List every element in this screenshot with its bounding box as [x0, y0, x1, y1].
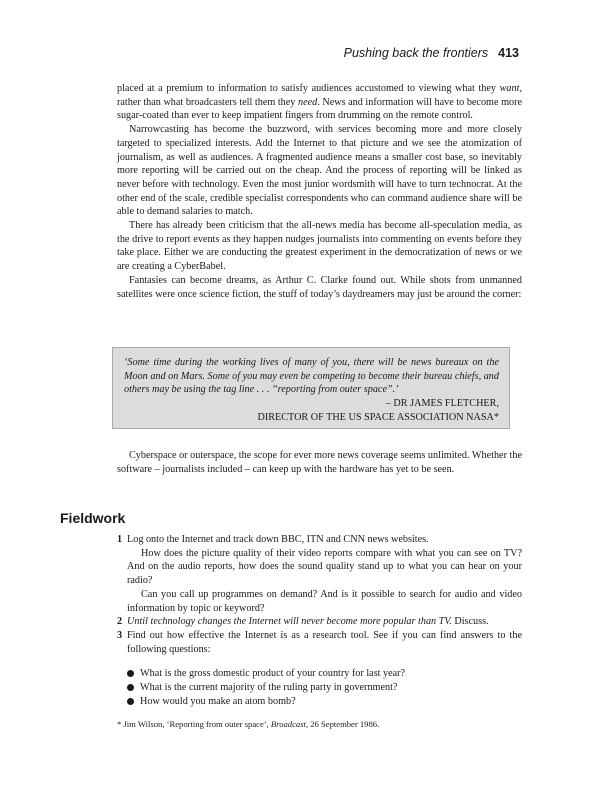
- question-bullets: [117, 667, 522, 708]
- body-text-after-quote: [117, 449, 522, 476]
- fieldwork-item-3: [117, 629, 522, 656]
- paragraph-2: Narrowcasting has become the buzzword, with services becoming more and more closely targeted to specialized interests. Add the Internet to that picture and we see the atomization of journalism, as well as audiences. A fragmented audience means a smaller cost base, so inevitably more reporting will be carried out on the cheap. And the process of reporting will be linked as never before with technology. Even the most junior wordsmith will have to turn technocrat. At the other end of the scale, credible specialist correspondents who can command audience share will be able to demand salaries to match.: [117, 124, 522, 218]
- bullet-icon: [127, 684, 134, 691]
- running-title: Pushing back the frontiers: [343, 46, 489, 60]
- quote-text: ‘Some time during the working lives of many of you, there will be news bureaux on the Moon and on Mars. Some of you may even be competing to become their bureau chiefs, and others may be using the tag line . . . “reporting from outer space”.’: [124, 357, 499, 396]
- fieldwork-item-1: [117, 533, 522, 615]
- fieldwork-item-2: [117, 615, 522, 629]
- body-text: [117, 82, 522, 301]
- running-header: [344, 46, 519, 60]
- item-text: Log onto the Internet and track down BBC, ITN and CNN news websites.: [127, 534, 429, 545]
- item-subparagraph: Can you call up programmes on demand? And is it possible to search for audio and video information by topic or keyword?: [127, 588, 522, 614]
- item-number: 3: [117, 629, 123, 641]
- bullet-icon: [127, 698, 134, 705]
- list-item: What is the gross domestic product of your country for last year?: [127, 667, 522, 681]
- quote-attribution-title: DIRECTOR OF THE US SPACE ASSOCIATION NASA*: [257, 411, 499, 423]
- quote-box: [112, 347, 510, 429]
- bullet-icon: [127, 670, 134, 677]
- fieldwork-list: [117, 533, 522, 708]
- item-text: Find out how effective the Internet is as a research tool. See if you can find answers to the following questions:: [127, 629, 522, 655]
- item-text: Until technology changes the Internet will never become more popular than TV. Discuss.: [127, 616, 489, 628]
- page-number: 413: [498, 46, 519, 60]
- quote-attribution-name: – DR JAMES FLETCHER,: [385, 398, 499, 410]
- item-number: 2: [117, 616, 123, 628]
- paragraph-3: There has already been criticism that the all-news media has become all-speculation media, as the drive to report events as they happen nudges journalists into commenting on events before they take place. Either we are conducting the greatest experiment in the democratization of news or we are creating a CyberBabel.: [117, 220, 522, 273]
- item-number: 1: [117, 534, 123, 545]
- list-item: How would you make an atom bomb?: [127, 695, 522, 709]
- paragraph-1: placed at a premium to information to satisfy audiences accustomed to viewing what they want, rather than what broadcasters tell them they need. News and information will have to become more sugar-coated than ever to keep impatient fingers from drumming on the remote control.: [117, 83, 523, 122]
- list-item: What is the current majority of the ruling party in government?: [127, 681, 522, 695]
- paragraph-5: Cyberspace or outerspace, the scope for ever more news coverage seems unlimited. Whether the software – journalists included – can keep up with the hardware has yet to be seen.: [117, 450, 522, 475]
- fieldwork-heading: Fieldwork: [60, 510, 126, 526]
- item-subparagraph: How does the picture quality of their video reports compare with what you can see on TV? And on the audio reports, how does the sound quality stand up to what you can hear on your radio?: [127, 547, 522, 587]
- paragraph-4: Fantasies can become dreams, as Arthur C. Clarke found out. While shots from unmanned satellites were once science fiction, the stuff of today’s daydreamers may just be around the corner:: [117, 274, 522, 300]
- footnote: * Jim Wilson, ‘Reporting from outer space’, Broadcast, 26 September 1986.: [117, 719, 380, 729]
